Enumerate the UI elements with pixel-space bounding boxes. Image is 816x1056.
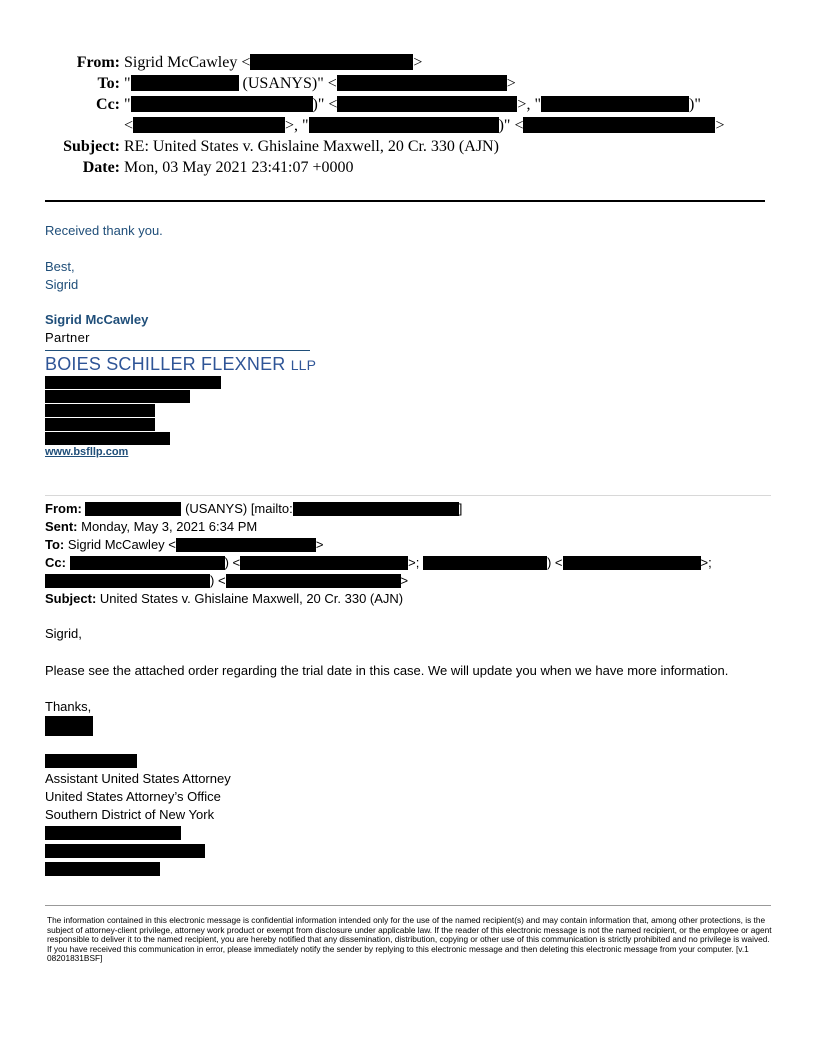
redacted-block bbox=[309, 117, 499, 133]
header-to-row: To: " (USANYS)" < > bbox=[97, 75, 516, 92]
redacted-block bbox=[176, 538, 316, 552]
date-text: Mon, 03 May 2021 23:41:07 +0000 bbox=[124, 159, 354, 176]
from-label: From: bbox=[76, 54, 120, 71]
redacted-block bbox=[85, 502, 181, 516]
redacted-block bbox=[133, 117, 285, 133]
redacted-block bbox=[250, 54, 413, 70]
redacted-block bbox=[45, 376, 221, 389]
reply-line: Received thank you. bbox=[45, 223, 163, 238]
redacted-block bbox=[45, 404, 155, 417]
to-org: (USANYS) bbox=[242, 75, 318, 92]
signature-title: Partner bbox=[45, 330, 90, 345]
original-message-header bbox=[45, 500, 785, 608]
sender-title-3: Southern District of New York bbox=[45, 807, 215, 822]
orig-cc-row: Cc: ) < >; ) < >; bbox=[45, 555, 712, 570]
reply-closing: Best, bbox=[45, 259, 75, 274]
firm-name bbox=[45, 354, 316, 375]
sender-title-2: United States Attorney’s Office bbox=[45, 789, 221, 804]
redacted-block bbox=[523, 117, 715, 133]
footer-divider bbox=[45, 905, 771, 906]
redacted-block bbox=[131, 75, 239, 91]
signature-name: Sigrid McCawley bbox=[45, 312, 149, 327]
redacted-block bbox=[45, 432, 170, 445]
date-label: Date: bbox=[82, 159, 120, 176]
orig-sent-row bbox=[45, 518, 785, 536]
redacted-block bbox=[563, 556, 701, 570]
orig-cc-label: Cc: bbox=[45, 555, 66, 570]
redacted-block bbox=[45, 754, 137, 768]
from-name: Sigrid McCawley bbox=[124, 54, 238, 71]
email-header bbox=[0, 52, 816, 178]
orig-subject: United States v. Ghislaine Maxwell, 20 Cr. 330 (AJN) bbox=[99, 591, 404, 606]
reply-name: Sigrid bbox=[45, 277, 79, 292]
redacted-block bbox=[70, 556, 225, 570]
message-greeting: Sigrid, bbox=[45, 626, 82, 641]
cc-label: Cc: bbox=[96, 96, 120, 113]
header-from-row: From: Sigrid McCawley < > bbox=[76, 54, 423, 71]
orig-cc-row-2: ) < > bbox=[45, 572, 785, 590]
redacted-block bbox=[45, 418, 155, 431]
header-cc-row-2: < >, " )" < > bbox=[124, 117, 725, 134]
orig-to-row: To: Sigrid McCawley < > bbox=[45, 537, 324, 552]
orig-subject-label: Subject: bbox=[45, 591, 97, 606]
sender-title-1: Assistant United States Attorney bbox=[45, 771, 231, 786]
orig-to: Sigrid McCawley < bbox=[67, 537, 176, 552]
message-thanks: Thanks, bbox=[45, 699, 92, 714]
redacted-block bbox=[45, 826, 181, 840]
website-link[interactable]: www.bsfllp.com bbox=[45, 446, 129, 458]
message-body: Please see the attached order regarding the trial date in this case. We will update you when we have more information. bbox=[45, 663, 729, 678]
orig-from-org: (USANYS) [mailto: bbox=[185, 501, 293, 516]
redacted-block bbox=[45, 574, 210, 588]
header-divider bbox=[45, 200, 765, 202]
redacted-block bbox=[337, 75, 507, 91]
firm-name-text: BOIES SCHILLER FLEXNER bbox=[45, 354, 286, 374]
to-label: To: bbox=[97, 75, 120, 92]
redacted-block bbox=[45, 716, 93, 736]
redacted-block bbox=[226, 574, 401, 588]
signature-divider bbox=[45, 350, 310, 351]
orig-sent: Monday, May 3, 2021 6:34 PM bbox=[81, 519, 258, 534]
redacted-block bbox=[240, 556, 408, 570]
header-subject-row bbox=[0, 136, 816, 157]
header-date-row bbox=[0, 157, 816, 178]
orig-from-label: From: bbox=[45, 501, 82, 516]
redacted-block bbox=[45, 390, 190, 403]
message-separator bbox=[45, 495, 771, 496]
orig-sent-label: Sent: bbox=[45, 519, 78, 534]
subject-text: RE: United States v. Ghislaine Maxwell, 20 Cr. 330 (AJN) bbox=[124, 138, 499, 155]
redacted-block bbox=[45, 862, 160, 876]
redacted-block bbox=[423, 556, 547, 570]
confidentiality-disclaimer: The information contained in this electronic message is confidential information intended only for the use of the named recipient(s) and may contain information that, among other protections, is the subject of attorney-client privilege, attorney work product or exempt from disclosure under applicable law. If the reader of this electronic message is not the named recipient, or the employee or agent responsible to deliver it to the named recipient, you are hereby notified that any dissemination, distribution, copying or other use of this communication is strictly prohibited and no privilege is waived. If you have received this communication in error, please immediately notify the sender by replying to this electronic message and then deleting this electronic message from your computer. [v.1 08201831BSF] bbox=[47, 915, 772, 964]
redacted-block bbox=[131, 96, 313, 112]
orig-to-label: To: bbox=[45, 537, 65, 552]
redacted-block bbox=[293, 502, 459, 516]
orig-subject-row bbox=[45, 590, 785, 608]
redacted-block bbox=[45, 844, 205, 858]
subject-label: Subject: bbox=[63, 138, 120, 155]
header-cc-row: Cc: " )" < >, " )" bbox=[96, 96, 701, 113]
redacted-block bbox=[337, 96, 517, 112]
redacted-block bbox=[541, 96, 689, 112]
orig-from-row: From: (USANYS) [mailto: ] bbox=[45, 501, 463, 516]
firm-suffix: LLP bbox=[290, 357, 317, 373]
